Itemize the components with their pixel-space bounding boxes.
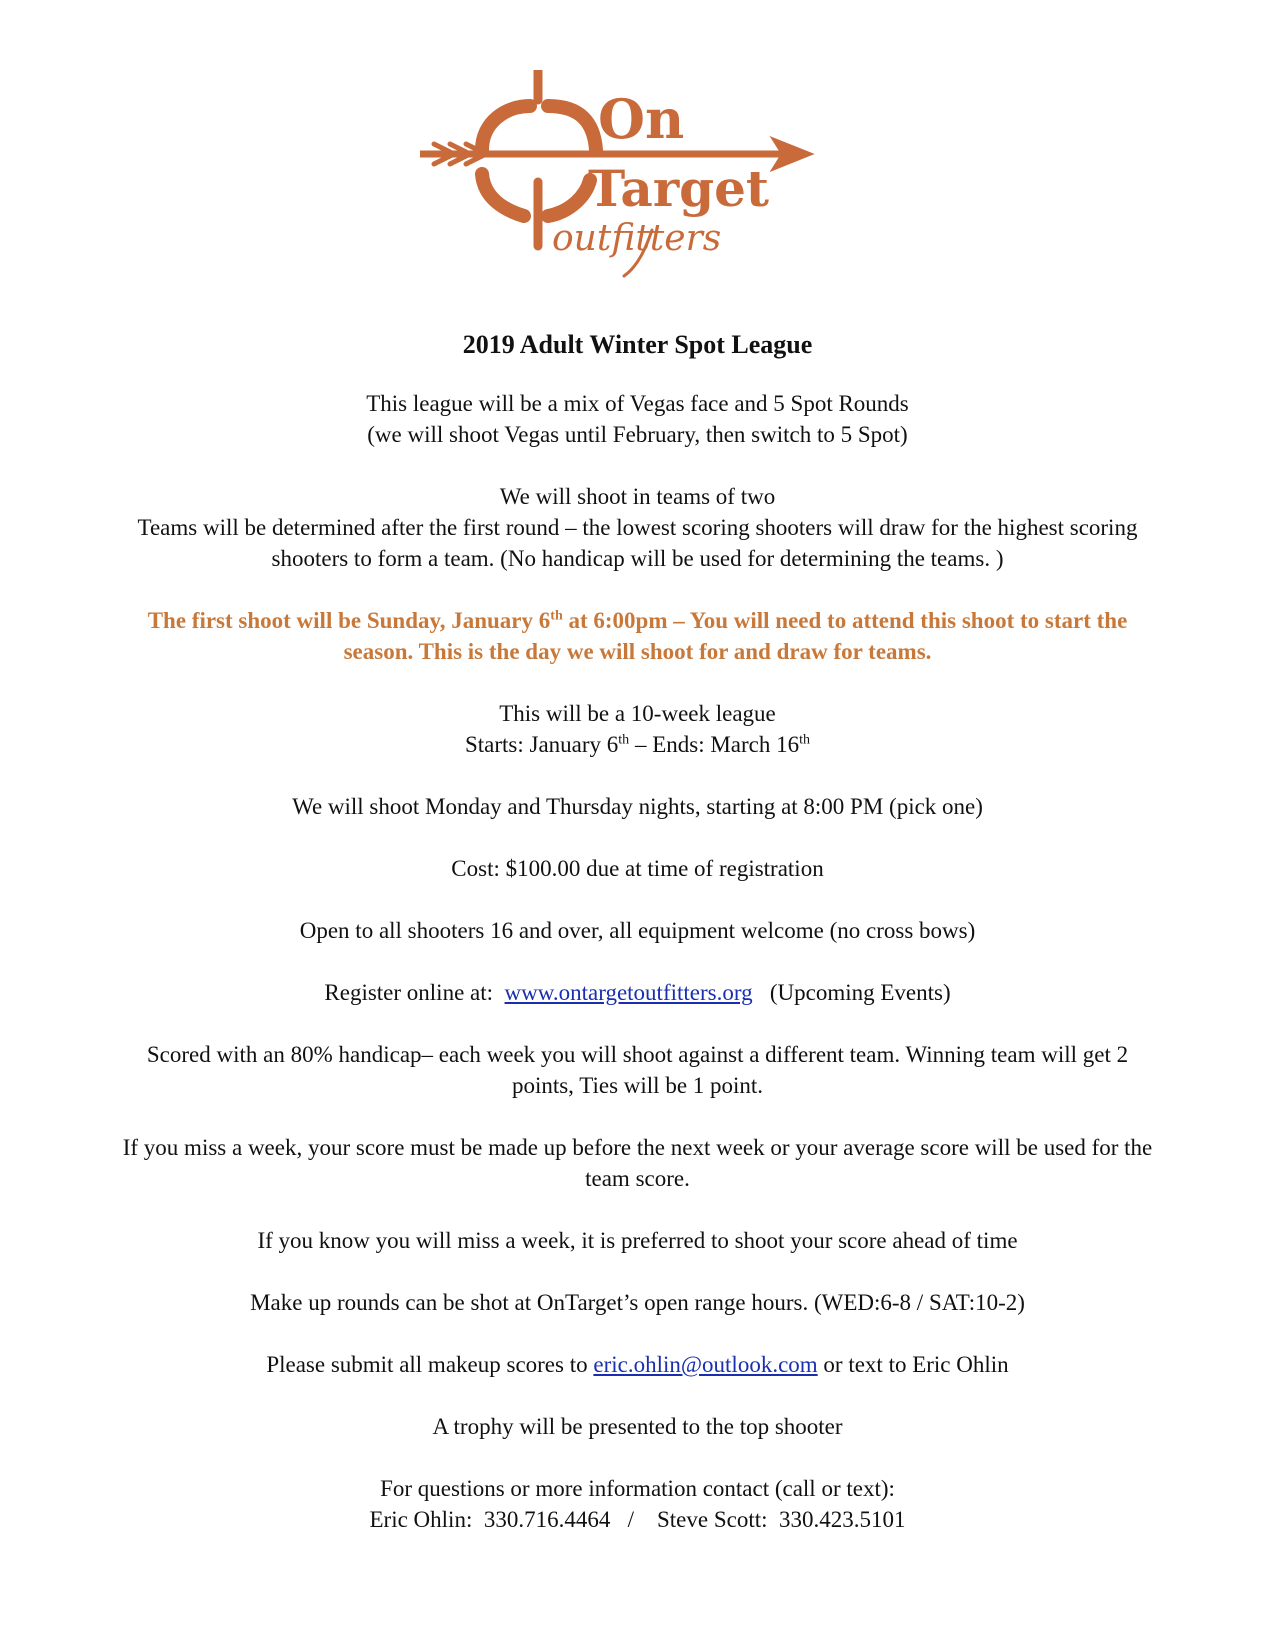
makeup-hours-line: Make up rounds can be shot at OnTarget’s open range hours. (WED:6-8 / SAT:10-2): [250, 1290, 1025, 1315]
logo-word-on: On: [598, 87, 685, 151]
on-target-outfitters-logo: [420, 70, 860, 290]
ends-sup: th: [799, 732, 810, 748]
cost-line: Cost: $100.00 due at time of registration: [451, 856, 824, 881]
scoring-line-1: Scored with an 80% handicap– each week you will shoot against a different team. Winning team will get 2: [146, 1042, 1129, 1067]
mix-line-1: This league will be a mix of Vegas face and 5 Spot Rounds: [366, 391, 909, 416]
submit-line: [60, 1349, 1215, 1380]
logo-word-outfitters: outfitters: [552, 218, 722, 259]
first-shoot-text-2: at 6:00pm – You will need to attend this shoot to start the: [562, 608, 1128, 633]
trophy-line: A trophy will be presented to the top shooter: [432, 1414, 843, 1439]
contact-line-1: For questions or more information contact (call or text):: [380, 1476, 895, 1501]
starts-sup: th: [618, 732, 630, 748]
first-shoot-text: The first shoot will be Sunday, January 6: [147, 608, 551, 633]
first-shoot-line-2: season. This is the day we will shoot for and draw for teams.: [343, 639, 932, 664]
website-link[interactable]: www.ontargetoutfitters.org: [504, 980, 753, 1005]
miss-line-1: If you miss a week, your score must be made up before the next week or your average score will be used for the: [122, 1135, 1153, 1160]
teams-line-2: Teams will be determined after the first round – the lowest scoring shooters will draw for the highest scoring: [137, 515, 1138, 540]
logo-word-target: Target: [588, 159, 770, 218]
duration-line-2: [60, 729, 1215, 760]
submit-suffix: or text to Eric Ohlin: [817, 1352, 1009, 1377]
register-suffix: (Upcoming Events): [752, 980, 951, 1005]
logo-graphic: [420, 70, 860, 290]
miss-line-2: team score.: [585, 1166, 690, 1191]
duration-line-1: This will be a 10-week league: [499, 701, 776, 726]
register-line: [60, 977, 1215, 1008]
submit-prefix: Please submit all makeup scores to: [266, 1352, 594, 1377]
register-prefix: Register online at:: [324, 980, 505, 1005]
open-line: Open to all shooters 16 and over, all equipment welcome (no cross bows): [299, 918, 976, 943]
first-shoot-line-1: [60, 605, 1215, 636]
page-title: 2019 Adult Winter Spot League: [462, 330, 813, 359]
scoring-line-2: points, Ties will be 1 point.: [511, 1073, 764, 1098]
contact-line-2: Eric Ohlin: 330.716.4464 / Steve Scott: 330.423.5101: [369, 1507, 906, 1532]
mix-line-2: (we will shoot Vegas until February, then switch to 5 Spot): [367, 422, 908, 447]
teams-line-3: shooters to form a team. (No handicap will be used for determining the teams. ): [271, 546, 1004, 571]
email-link[interactable]: eric.ohlin@outlook.com: [593, 1352, 818, 1377]
ends-label: – Ends: March 16: [629, 732, 800, 757]
schedule-line: We will shoot Monday and Thursday nights, starting at 8:00 PM (pick one): [292, 794, 983, 819]
ahead-line: If you know you will miss a week, it is preferred to shoot your score ahead of time: [257, 1228, 1018, 1253]
teams-line-1: We will shoot in teams of two: [499, 484, 776, 509]
flyer-content: [60, 328, 1215, 1535]
first-shoot-sup: th: [550, 608, 563, 624]
starts-label: Starts: January 6: [464, 732, 619, 757]
